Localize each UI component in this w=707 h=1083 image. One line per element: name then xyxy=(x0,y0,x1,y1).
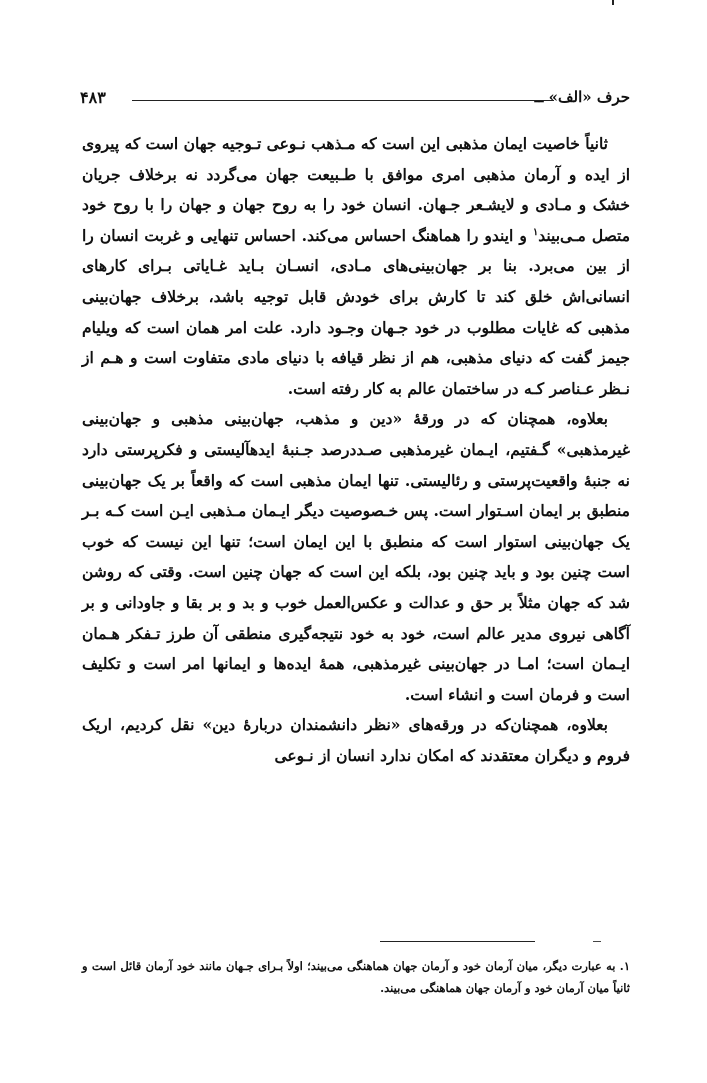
footnote-dash xyxy=(593,941,601,942)
paragraph-1 xyxy=(82,129,630,404)
paragraph-2: بعلاوه، همچنان که در ورقهٔ «دین و مذهب، جهان‌بینی مذهبی و جهان‌بینی غیرمذهبی» گـفتیم، ایـمان غیرمذهبی صـددرصد جـنبهٔ ایدهآلیستی و فکرپرستی دارد نه جنبهٔ واقعیت‌پرستی و رئالیستی. تنها ایمان مذهبی است که واقعاً بر یک جهان‌بینی منطبق بر ایمان اسـتوار است. پس خـصوصیت دیگر ایـمان مـذهبی ایـن است کـه بـر یک جهان‌بینی استوار است که منطبق با این ایمان است؛ تنها این نیست که خوب است چنین بود و باید چنین بود، بلکه این است که جهان چنین است. وقتی که روشن شد که جهان مثلاً بر حق و عدالت و عکس‌العمل خوب و بد و بر بقا و جاودانی و بر آگاهی نیروی مدیر عالم است، خود به خود نتیجه‌گیری منطقی آن طرز تـفکر هـمان ایـمان است؛ امـا در جهان‌بینی غیرمذهبی، همهٔ ایده‌ها و ایمانها امر است و تکلیف است و فرمان است و انشاء است. xyxy=(82,409,630,704)
body-text xyxy=(82,129,630,771)
paragraph-3: بعلاوه، همچنان‌که در ورقه‌های «نظر دانشمندان دربارهٔ دین» نقل کردیم، اریک فروم و دیگران معتقدند که امکان ندارد انسان از نـوعی xyxy=(82,715,630,765)
header-rule xyxy=(132,100,554,101)
paragraph-1-head: ثانیاً خاصیت ایمان مذهبی این است که مـذهب نـوعی تـوجیه جهان است که پیروی از ایده و آرمان مذهبی امری موافق با طـبیعت جهان می‌گردد نه برخلاف جریان خشک و مـادی و لایشـعر جـهان. انسان خود را به روح جهان و جهان را با روح خود متصل مـی‌بیند xyxy=(82,134,630,245)
page-number: ۴۸۳ xyxy=(80,88,106,107)
footnote: ۱. به عبارت دیگر، میان آرمان خود و آرمان جهان هماهنگی می‌بیند؛ اولاً بـرای جـهان مانند خود آرمان قائل است و ثانیاً میان آرمان خود و آرمان جهان هماهنگی می‌بیند. xyxy=(82,959,630,995)
page-header xyxy=(80,88,630,112)
footnote-reference: ۱ xyxy=(532,226,539,238)
scan-corner-mark xyxy=(612,0,614,5)
running-head: حرف «الف» ــ xyxy=(534,88,630,106)
paragraph-1-tail: و ایندو را هماهنگ احساس می‌کند. احساس تنهایی و غربت انسان را از بین می‌برد. بنا بر جهان‌بینی‌های مـادی، انسـان بـاید غـایاتی بـرای کارهای انسانی‌اش خلق کند تا کارش برای خودش قابل توجیه باشد، برخلاف جهان‌بینی مذهبی که غایات مطلوب در خود جـهان وجـود دارد. علت امر همان است که ویلیام جیمز گفت که دنیای مذهبی، هم از نظر قیافه با دنیای مادی متفاوت است و هـم از نـظر عـناصر کـه در ساختمان عالم به کار رفته است. xyxy=(82,225,630,398)
footnote-rule xyxy=(380,941,535,942)
